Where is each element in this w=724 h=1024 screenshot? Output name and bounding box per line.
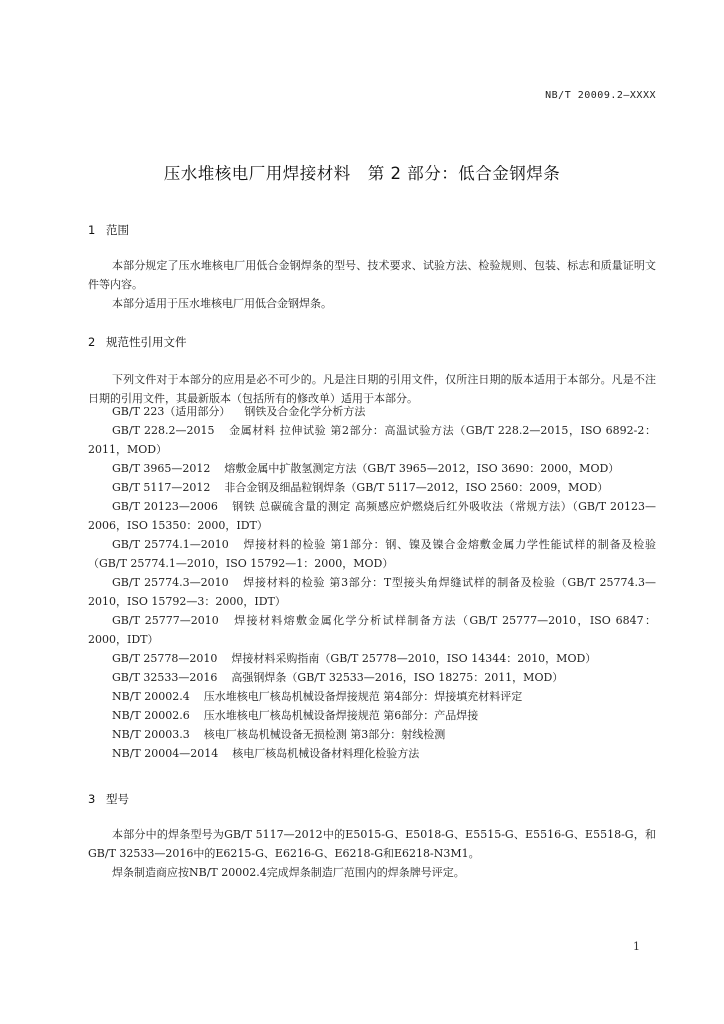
reference-item [88, 459, 656, 478]
reference-code: GB/T 5117—2012 [112, 481, 211, 494]
reference-list [88, 402, 656, 763]
reference-code: GB/T 25778—2010 [112, 652, 218, 665]
section-heading-normative-references [88, 334, 187, 350]
reference-item [88, 478, 656, 497]
section-title: 规范性引用文件 [106, 335, 187, 349]
section-title: 范围 [106, 223, 129, 237]
paragraph: 本部分适用于压水堆核电厂用低合金钢焊条。 [112, 297, 332, 310]
reference-item [88, 421, 656, 459]
reference-code: GB/T 20123—2006 [112, 500, 218, 513]
reference-title: 核电厂核岛机械设备无损检测 第3部分：射线检测 [203, 728, 446, 741]
reference-title: 金属材料 拉伸试验 第2部分：高温试验方法（GB/T 228.2—2015，ISO 6892-2：2011，MOD） [88, 424, 656, 456]
reference-item [88, 725, 656, 744]
section-number: 2 [88, 335, 96, 349]
reference-code: NB/T 20003.3 [112, 728, 190, 741]
reference-title: 非合金钢及细晶粒钢焊条（GB/T 5117—2012，ISO 2560：2009，MOD） [224, 481, 609, 494]
reference-code: NB/T 20002.4 [112, 690, 190, 703]
reference-code: GB/T 25774.3—2010 [112, 576, 229, 589]
reference-item [88, 668, 656, 687]
paragraph: 下列文件对于本部分的应用是必不可少的。凡是注日期的引用文件，仅所注日期的版本适用于本部分。凡是不注日期的引用文件，其最新版本（包括所有的修改单）适用于本部分。 [88, 373, 656, 405]
reference-title: 压水堆核电厂核岛机械设备焊接规范 第4部分：焊接填充材料评定 [203, 690, 523, 703]
reference-code: GB/T 223（适用部分） [112, 405, 231, 418]
reference-title: 焊接材料采购指南（GB/T 25778—2010，ISO 14344：2010，MOD） [231, 652, 597, 665]
reference-title: 钢铁 总碳硫含量的测定 高频感应炉燃烧后红外吸收法（常规方法）（GB/T 20123—2006，ISO 15350：2000，IDT） [88, 500, 656, 532]
reference-code: GB/T 32533—2016 [112, 671, 218, 684]
reference-code: GB/T 25777—2010 [112, 614, 219, 627]
reference-title: 压水堆核电厂核岛机械设备焊接规范 第6部分：产品焊接 [203, 709, 479, 722]
section-title: 型号 [106, 792, 129, 806]
reference-item [88, 573, 656, 611]
reference-item [88, 706, 656, 725]
page-number: 1 [633, 940, 640, 953]
reference-title: 焊接材料的检验 第3部分：T型接头角焊缝试样的制备及检验（GB/T 25774.3—2010，ISO 15792—3：2000，IDT） [88, 576, 656, 608]
paragraph: 本部分规定了压水堆核电厂用低合金钢焊条的型号、技术要求、试验方法、检验规则、包装、标志和质量证明文件等内容。 [88, 259, 656, 291]
reference-code: GB/T 3965—2012 [112, 462, 211, 475]
paragraph: 本部分中的焊条型号为GB/T 5117—2012中的E5015-G、E5018-G、E5515-G、E5516-G、E5518-G，和GB/T 32533—2016中的E6215-G、E6216-G、E6218-G和E6218-N3M1。 [88, 828, 656, 860]
reference-title: 焊接材料的检验 第1部分：钢、镍及镍合金熔敷金属力学性能试样的制备及检验（GB/T 25774.1—2010，ISO 15792—1：2000，MOD） [88, 538, 656, 570]
section-number: 3 [88, 792, 96, 806]
reference-item [88, 687, 656, 706]
section-number: 1 [88, 223, 96, 237]
reference-code: NB/T 20002.6 [112, 709, 190, 722]
reference-code: GB/T 25774.1—2010 [112, 538, 229, 551]
reference-title: 焊接材料熔敷金属化学分析试样制备方法（GB/T 25777—2010，ISO 6847：2000，IDT） [88, 614, 656, 646]
reference-title: 熔敷金属中扩散氢测定方法（GB/T 3965—2012，ISO 3690：2000，MOD） [224, 462, 620, 475]
reference-item [88, 611, 656, 649]
page-title: 压水堆核电厂用焊接材料 第 2 部分：低合金钢焊条 [163, 164, 561, 183]
reference-code: GB/T 228.2—2015 [112, 424, 215, 437]
section-heading-scope [88, 222, 129, 238]
reference-item [88, 402, 656, 421]
reference-item [88, 649, 656, 668]
reference-item [88, 744, 656, 763]
reference-title: 钢铁及合金化学分析方法 [244, 405, 366, 418]
reference-title: 高强钢焊条（GB/T 32533—2016，ISO 18275：2011，MOD） [231, 671, 564, 684]
document-code: NB/T 20009.2—XXXX [545, 90, 656, 101]
reference-item [88, 535, 656, 573]
reference-code: NB/T 20004—2014 [112, 747, 219, 760]
paragraph: 焊条制造商应按NB/T 20002.4完成焊条制造厂范围内的焊条牌号评定。 [112, 866, 465, 879]
reference-item [88, 497, 656, 535]
reference-title: 核电厂核岛机械设备材料理化检验方法 [232, 747, 420, 760]
section-heading-model [88, 791, 129, 807]
